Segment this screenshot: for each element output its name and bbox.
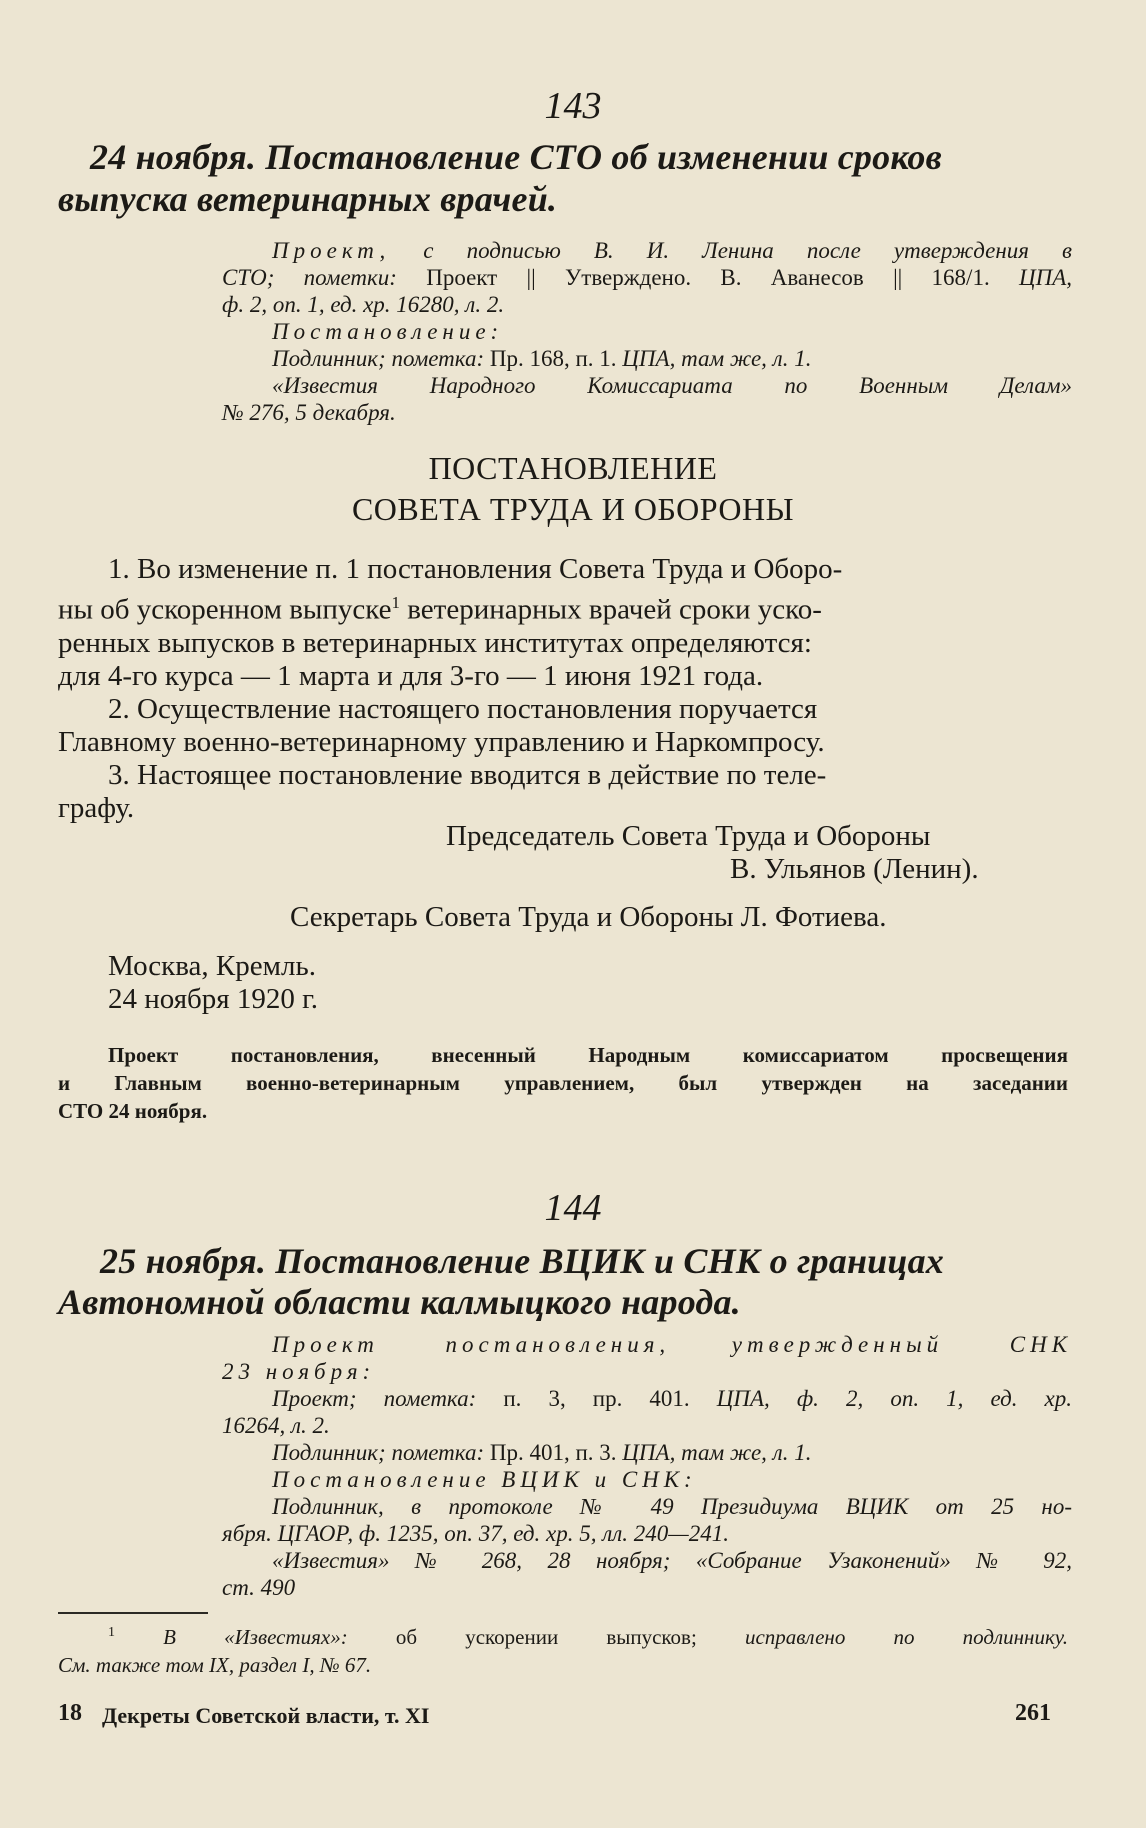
source-label: 23 ноября: (222, 1359, 376, 1384)
source-text: «Известия Народного Комиссариата по Военным Делам» (272, 373, 1072, 398)
decree-title-line: ПОСТАНОВЛЕНИЕ (428, 450, 718, 486)
source-text: п. 3, пр. 401. (503, 1386, 690, 1411)
place: Москва, Кремль. (108, 950, 316, 982)
footnote-marker: 1 (108, 1625, 115, 1640)
footnote-text: В «Известиях»: (163, 1625, 348, 1649)
source-label: Проект постановления, (272, 1332, 671, 1357)
source-text: 16264, л. 2. (222, 1413, 330, 1438)
source-text: ября. ЦГАОР, ф. 1235, оп. 37, ед. хр. 5, лл. 240—241. (222, 1521, 729, 1546)
footnote-text: об ускорении выпусков; (395, 1625, 697, 1649)
paragraph-text: ны об ускоренном выпуске (58, 593, 392, 626)
signature-title: Председатель Совета Труда и Обороны (446, 820, 931, 852)
source-text: ст. 490 (222, 1575, 296, 1600)
editorial-note (58, 1041, 1068, 1125)
paragraph-line: для 4-го курса — 1 марта и для 3-го — 1 июня 1921 года. (58, 659, 764, 692)
source-text: Пр. 401, п. 3. (489, 1440, 617, 1465)
note-line: Проект постановления, внесенный Народным комиссариатом просвещения (108, 1043, 1068, 1067)
decree-body (58, 553, 1068, 825)
signature-mark: 18 (58, 1700, 82, 1726)
document-heading-line: 25 ноября. Постановление ВЦИК и СНК о границах (100, 1241, 944, 1281)
source-notes (222, 1331, 1072, 1601)
footnote-rule (58, 1612, 208, 1614)
decree-title-line: СОВЕТА ТРУДА И ОБОРОНЫ (351, 491, 795, 527)
source-text: ЦПА, там же, л. 1. (622, 346, 812, 371)
paragraph-line (58, 586, 1068, 627)
document-heading-line: Автономной области калмыцкого народа. (58, 1282, 741, 1322)
source-label: Постановление: (272, 319, 504, 344)
source-text: Подлинник; пометка: (272, 1440, 485, 1465)
footnote (58, 1619, 1068, 1679)
book-title: Декреты Советской власти, т. XI (102, 1703, 430, 1728)
source-text: Проект; пометка: (272, 1386, 477, 1411)
source-text: ЦПА, ф. 2, оп. 1, ед. хр. (716, 1386, 1073, 1411)
source-text: СТО; пометки: (222, 265, 397, 290)
document-heading-line: 24 ноября. Постановление СТО об изменении сроков (90, 137, 942, 177)
source-text: № 276, 5 декабря. (222, 400, 396, 425)
paragraph-text: ветеринарных врачей сроки уско- (400, 593, 822, 626)
signature-name: В. Ульянов (Ленин). (730, 853, 979, 885)
footnote-marker: 1 (391, 593, 401, 612)
paragraph-line: 2. Осуществление настоящего постановления поручается (108, 692, 818, 725)
document-number: 143 (544, 85, 602, 127)
paragraph-line: ренных выпусков в ветеринарных институтах определяются: (58, 626, 812, 659)
paragraph-line: 3. Настоящее постановление вводится в действие по теле- (108, 758, 827, 791)
paragraph-line: Главному военно-ветеринарному управлению и Наркомпросу. (58, 725, 825, 758)
source-text: Подлинник; пометка: (272, 346, 485, 371)
source-text: Подлинник, в протоколе № 49 Президиума ВЦИК от 25 но- (272, 1494, 1072, 1519)
secretary-signature: Секретарь Совета Труда и Обороны Л. Фотиева. (290, 901, 887, 933)
footnote-text: исправлено по подлиннику. (744, 1625, 1069, 1649)
paragraph-line: графу. (58, 791, 135, 824)
source-text: ЦПА, там же, л. 1. (622, 1440, 812, 1465)
source-text: с подписью В. И. Ленина после утверждения в (423, 238, 1073, 263)
footnote-text: См. также том IX, раздел I, № 67. (58, 1653, 372, 1677)
note-line: СТО 24 ноября. (58, 1099, 208, 1123)
source-label: Проект, (272, 238, 391, 263)
document-number: 144 (544, 1187, 602, 1229)
source-label: утвержденный СНК (731, 1332, 1072, 1357)
source-notes (222, 237, 1072, 426)
source-label: Постановление ВЦИК и СНК: (272, 1467, 697, 1492)
note-line: и Главным военно-ветеринарным управлением, был утвержден на заседании (58, 1071, 1068, 1095)
source-text: «Известия» № 268, 28 ноября; «Собрание Узаконений» № 92, (272, 1548, 1072, 1573)
source-text: ЦПА, (1018, 265, 1073, 290)
document-heading-line: выпуска ветеринарных врачей. (58, 179, 558, 219)
source-text: Проект || Утверждено. В. Аванесов || 168/1. (426, 265, 990, 290)
paragraph-line: 1. Во изменение п. 1 постановления Совета Труда и Оборо- (108, 553, 843, 585)
source-text: ф. 2, оп. 1, ед. хр. 16280, л. 2. (222, 292, 505, 317)
date: 24 ноября 1920 г. (108, 983, 319, 1015)
source-text: Пр. 168, п. 1. (489, 346, 617, 371)
page-number: 261 (1015, 1700, 1051, 1726)
